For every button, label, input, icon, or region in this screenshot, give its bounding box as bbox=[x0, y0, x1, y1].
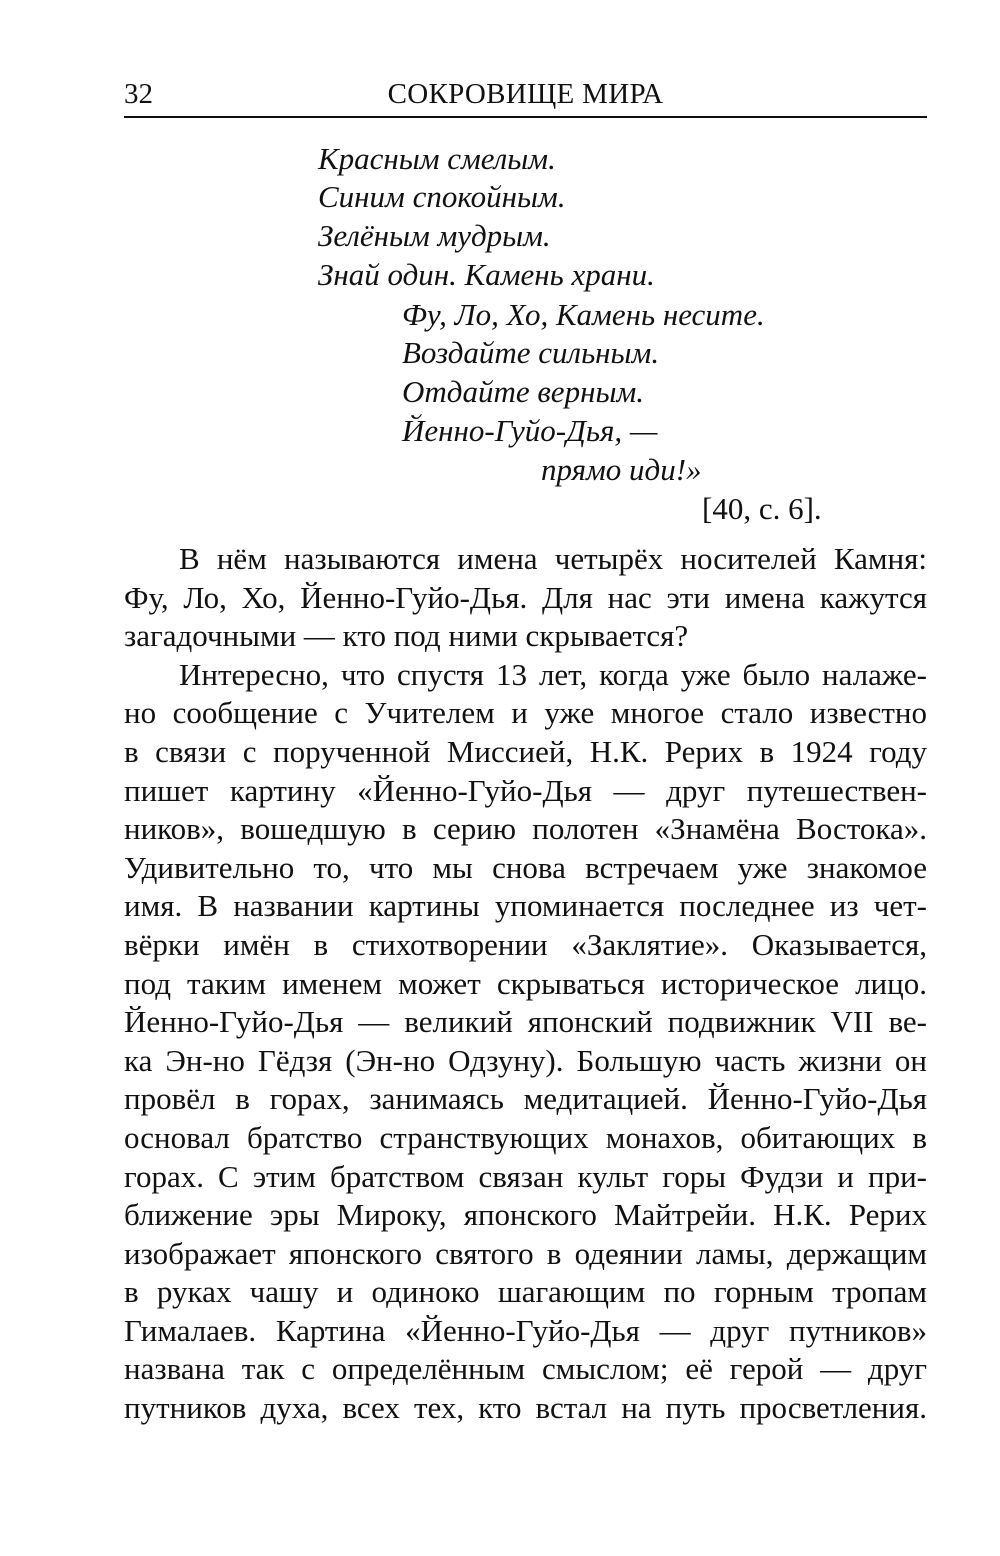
text-line: ближение эры Мироку, японского Майтрейи. Н.К. Рерих bbox=[124, 1197, 927, 1233]
text-line: названа так с определённым смыслом; её герой — друг bbox=[124, 1351, 927, 1387]
paragraph-1 bbox=[124, 540, 927, 656]
text-line: в руках чашу и одиноко шагающим по горным тропам bbox=[124, 1274, 927, 1310]
poem-line: Знай один. Камень храни. bbox=[318, 257, 655, 292]
running-head bbox=[124, 76, 927, 118]
poem-line: Фу, Ло, Хо, Камень несите. bbox=[402, 297, 765, 332]
text-line: вёрки имён в стихотворении «Заклятие». Оказывается, bbox=[124, 926, 927, 962]
text-line: провёл в горах, занимаясь медитацией. Йенно-Гуйо-Дья bbox=[124, 1081, 927, 1117]
poem-line: Красным смелым. bbox=[318, 141, 556, 176]
poem-line: прямо иди!» bbox=[541, 452, 702, 487]
text-line: Йенно-Гуйо-Дья — великий японский подвижник VII ве- bbox=[124, 1004, 927, 1040]
poem-line: Воздайте сильным. bbox=[402, 335, 660, 370]
page-number: 32 bbox=[124, 78, 153, 110]
poem-line: Зелёным мудрым. bbox=[318, 218, 551, 253]
text-line: ников», вошедшую в серию полотен «Знамёна Востока». bbox=[124, 811, 927, 847]
text-line: Интересно, что спустя 13 лет, когда уже было налаже- bbox=[179, 656, 927, 692]
body-text bbox=[124, 540, 927, 1428]
text-line: имя. В названии картины упоминается последнее из чет- bbox=[124, 888, 927, 924]
poem-line: Отдайте верным. bbox=[402, 374, 644, 409]
text-line: горах. С этим братством связан культ горы Фудзи и при- bbox=[124, 1158, 927, 1194]
text-line: основал братство странствующих монахов, обитающих в bbox=[124, 1119, 927, 1155]
citation-reference: [40, с. 6]. bbox=[702, 491, 822, 526]
book-title: СОКРОВИЩЕ МИРА bbox=[387, 78, 664, 110]
text-line: ка Эн-но Гёдзя (Эн-но Одзуну). Большую часть жизни он bbox=[124, 1042, 927, 1078]
text-line: но сообщение с Учителем и уже многое стало известно bbox=[124, 695, 927, 731]
text-line: путников духа, всех тех, кто встал на путь просветления. bbox=[124, 1390, 927, 1426]
text-line: под таким именем может скрываться историческое лицо. bbox=[124, 965, 927, 1001]
text-line: Удивительно то, что мы снова встречаем уже знакомое bbox=[124, 849, 927, 885]
text-line: изображает японского святого в одеянии ламы, держащим bbox=[124, 1235, 927, 1271]
poem-line: Синим спокойным. bbox=[318, 179, 566, 214]
text-line: в связи с порученной Миссией, Н.К. Рерих в 1924 году bbox=[124, 733, 927, 769]
text-line: Фу, Ло, Хо, Йенно-Гуйо-Дья. Для нас эти имена кажутся bbox=[124, 579, 927, 615]
poem-line: Йенно-Гуйо-Дья, — bbox=[402, 413, 658, 448]
text-line: В нём называются имена четырёх носителей Камня: bbox=[179, 541, 927, 576]
text-line: Гималаев. Картина «Йенно-Гуйо-Дья — друг путников» bbox=[124, 1312, 927, 1348]
paragraph-2 bbox=[124, 656, 927, 1428]
text-line: пишет картину «Йенно-Гуйо-Дья — друг путешествен- bbox=[124, 772, 927, 808]
text-line: загадочными — кто под ними скрывается? bbox=[124, 618, 689, 654]
